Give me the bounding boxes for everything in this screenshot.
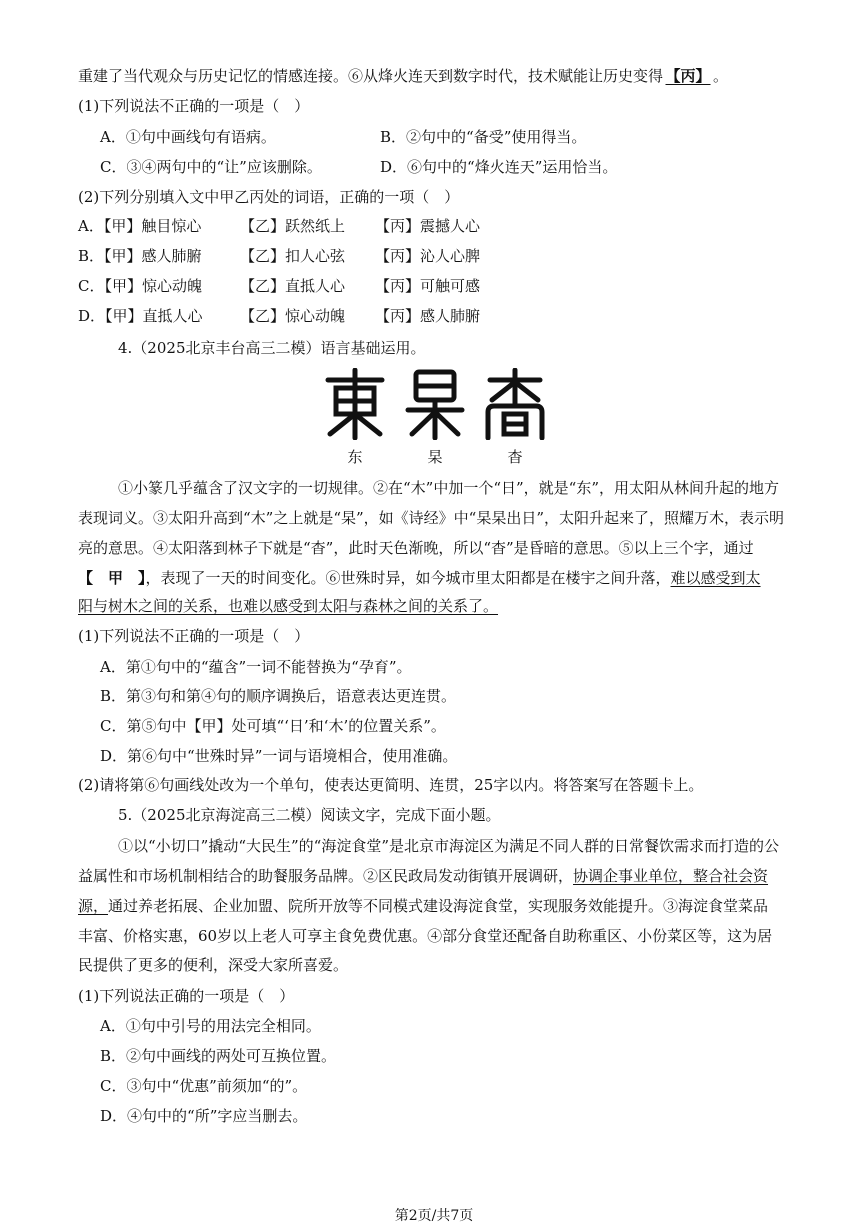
question-4-header: 4.（2025北京丰台高三二模）语言基础运用。 <box>118 339 426 357</box>
underlined-text: 阳与树木之间的关系，也难以感受到太阳与森林之间的关系了。 <box>78 597 499 615</box>
page-footer: 第2页/共7页 <box>394 1208 474 1224</box>
passage-line <box>78 596 498 616</box>
option-d-yi: 【乙】惊心动魄 <box>240 307 346 325</box>
option-b: B．第③句和第④句的顺序调换后，语意表达更连贯。 <box>100 687 457 705</box>
option-c-bing: 【丙】可触可感 <box>375 277 481 295</box>
blank-jia: 【 甲 】 <box>78 569 146 587</box>
option-b: B．【甲】感人肺腑 <box>78 247 202 265</box>
option-c-yi: 【乙】直抵人心 <box>240 277 346 295</box>
question-stem: (1)下列说法正确的一项是（ ） <box>78 987 295 1005</box>
passage-line: 【 甲 】，表现了一天的时间变化。⑥世殊时异，如今城市里太阳都是在楼宇之间升落，难以感受到太 <box>78 569 761 587</box>
passage-line: 亮的意思。④太阳落到林子下就是“杳”，此时天色渐晚，所以“杳”是昏暗的意思。⑤以上三个字，通过 <box>78 539 754 557</box>
underlined-text: 源， <box>78 897 109 915</box>
option-a-yi: 【乙】跃然纸上 <box>240 217 346 235</box>
option-c: C．第⑤句中【甲】处可填“‘日’和‘木’的位置关系”。 <box>100 717 446 735</box>
option-d-bing: 【丙】感人肺腑 <box>375 307 481 325</box>
seal-label-yao: 杳 <box>507 448 523 466</box>
question-5-header: 5.（2025北京海淀高三二模）阅读文字，完成下面小题。 <box>118 806 501 824</box>
option-a: A．①句中引号的用法完全相同。 <box>100 1017 321 1035</box>
option-b: B．②句中的“备受”使用得当。 <box>380 128 587 146</box>
seal-label-gao: 杲 <box>427 448 443 466</box>
passage-line: 丰富、价格实惠，60岁以上老人可享主食免费优惠。④部分食堂还配备自助称重区、小份菜区等，这为居 <box>78 927 773 945</box>
option-b-bing: 【丙】沁人心脾 <box>375 247 481 265</box>
question-stem: (2)下列分别填入文中甲乙丙处的词语，正确的一项（ ） <box>78 188 460 206</box>
option-b: B．②句中画线的两处可互换位置。 <box>100 1047 337 1065</box>
passage-line: 源，通过养老拓展、企业加盟、院所开放等不同模式建设海淀食堂，实现服务效能提升。③海淀食堂菜品 <box>78 897 769 915</box>
option-c: C．③句中“优惠”前须加“的”。 <box>100 1077 308 1095</box>
option-d: D．④句中的“所”字应当删去。 <box>100 1107 308 1125</box>
passage-line: 民提供了更多的便利，深受大家所喜爱。 <box>78 956 349 974</box>
option-c: C．③④两句中的“让”应该删除。 <box>100 158 322 176</box>
seal-dong-image <box>320 368 390 440</box>
passage-line: ①小篆几乎蕴含了汉文字的一切规律。②在“木”中加一个“日”，就是“东”，用太阳从林间升起的地方 <box>118 479 780 497</box>
passage-line: 重建了当代观众与历史记忆的情感连接。⑥从烽火连天到数字时代，技术赋能让历史变得 【丙】 。 <box>78 67 729 85</box>
question-stem: (1)下列说法不正确的一项是（ ） <box>78 627 310 645</box>
question-stem: (1)下列说法不正确的一项是（ ） <box>78 97 310 115</box>
option-a: A．第①句中的“蕴含”一词不能替换为“孕育”。 <box>100 658 412 676</box>
blank-bing: 【丙】 <box>665 67 711 85</box>
option-c: C．【甲】惊心动魄 <box>78 277 202 295</box>
seal-script-figure <box>320 368 550 468</box>
seal-label-dong: 东 <box>347 448 363 466</box>
option-a: A．【甲】触目惊心 <box>78 217 202 235</box>
passage-line: ①以“小切口”撬动“大民生”的“海淀食堂”是北京市海淀区为满足不同人群的日常餐饮需求而打造的公 <box>118 837 780 855</box>
option-a: A．①句中画线句有语病。 <box>100 128 276 146</box>
passage-line: 表现词义。③太阳升高到“木”之上就是“杲”，如《诗经》中“杲杲出日”，太阳升起来了，照耀万木，表示明 <box>78 509 785 527</box>
option-d: D．【甲】直抵人心 <box>78 307 203 325</box>
seal-gao-image <box>400 368 470 440</box>
option-a-bing: 【丙】震撼人心 <box>375 217 481 235</box>
underlined-text: 难以感受到太 <box>670 569 761 587</box>
option-b-yi: 【乙】扣人心弦 <box>240 247 346 265</box>
seal-yao-image <box>480 368 550 440</box>
underlined-text: 协调企事业单位，整合社会资 <box>573 867 769 885</box>
question-stem: (2)请将第⑥句画线处改为一个单句，使表达更简明、连贯，25字以内。将答案写在答题卡上。 <box>78 776 704 794</box>
passage-line: 益属性和市场机制相结合的助餐服务品牌。②区民政局发动街镇开展调研，协调企事业单位，整合社会资 <box>78 867 769 885</box>
option-d: D．第⑥句中“世殊时异”一词与语境相合，使用准确。 <box>100 747 458 765</box>
option-d: D．⑥句中的“烽火连天”运用恰当。 <box>380 158 618 176</box>
